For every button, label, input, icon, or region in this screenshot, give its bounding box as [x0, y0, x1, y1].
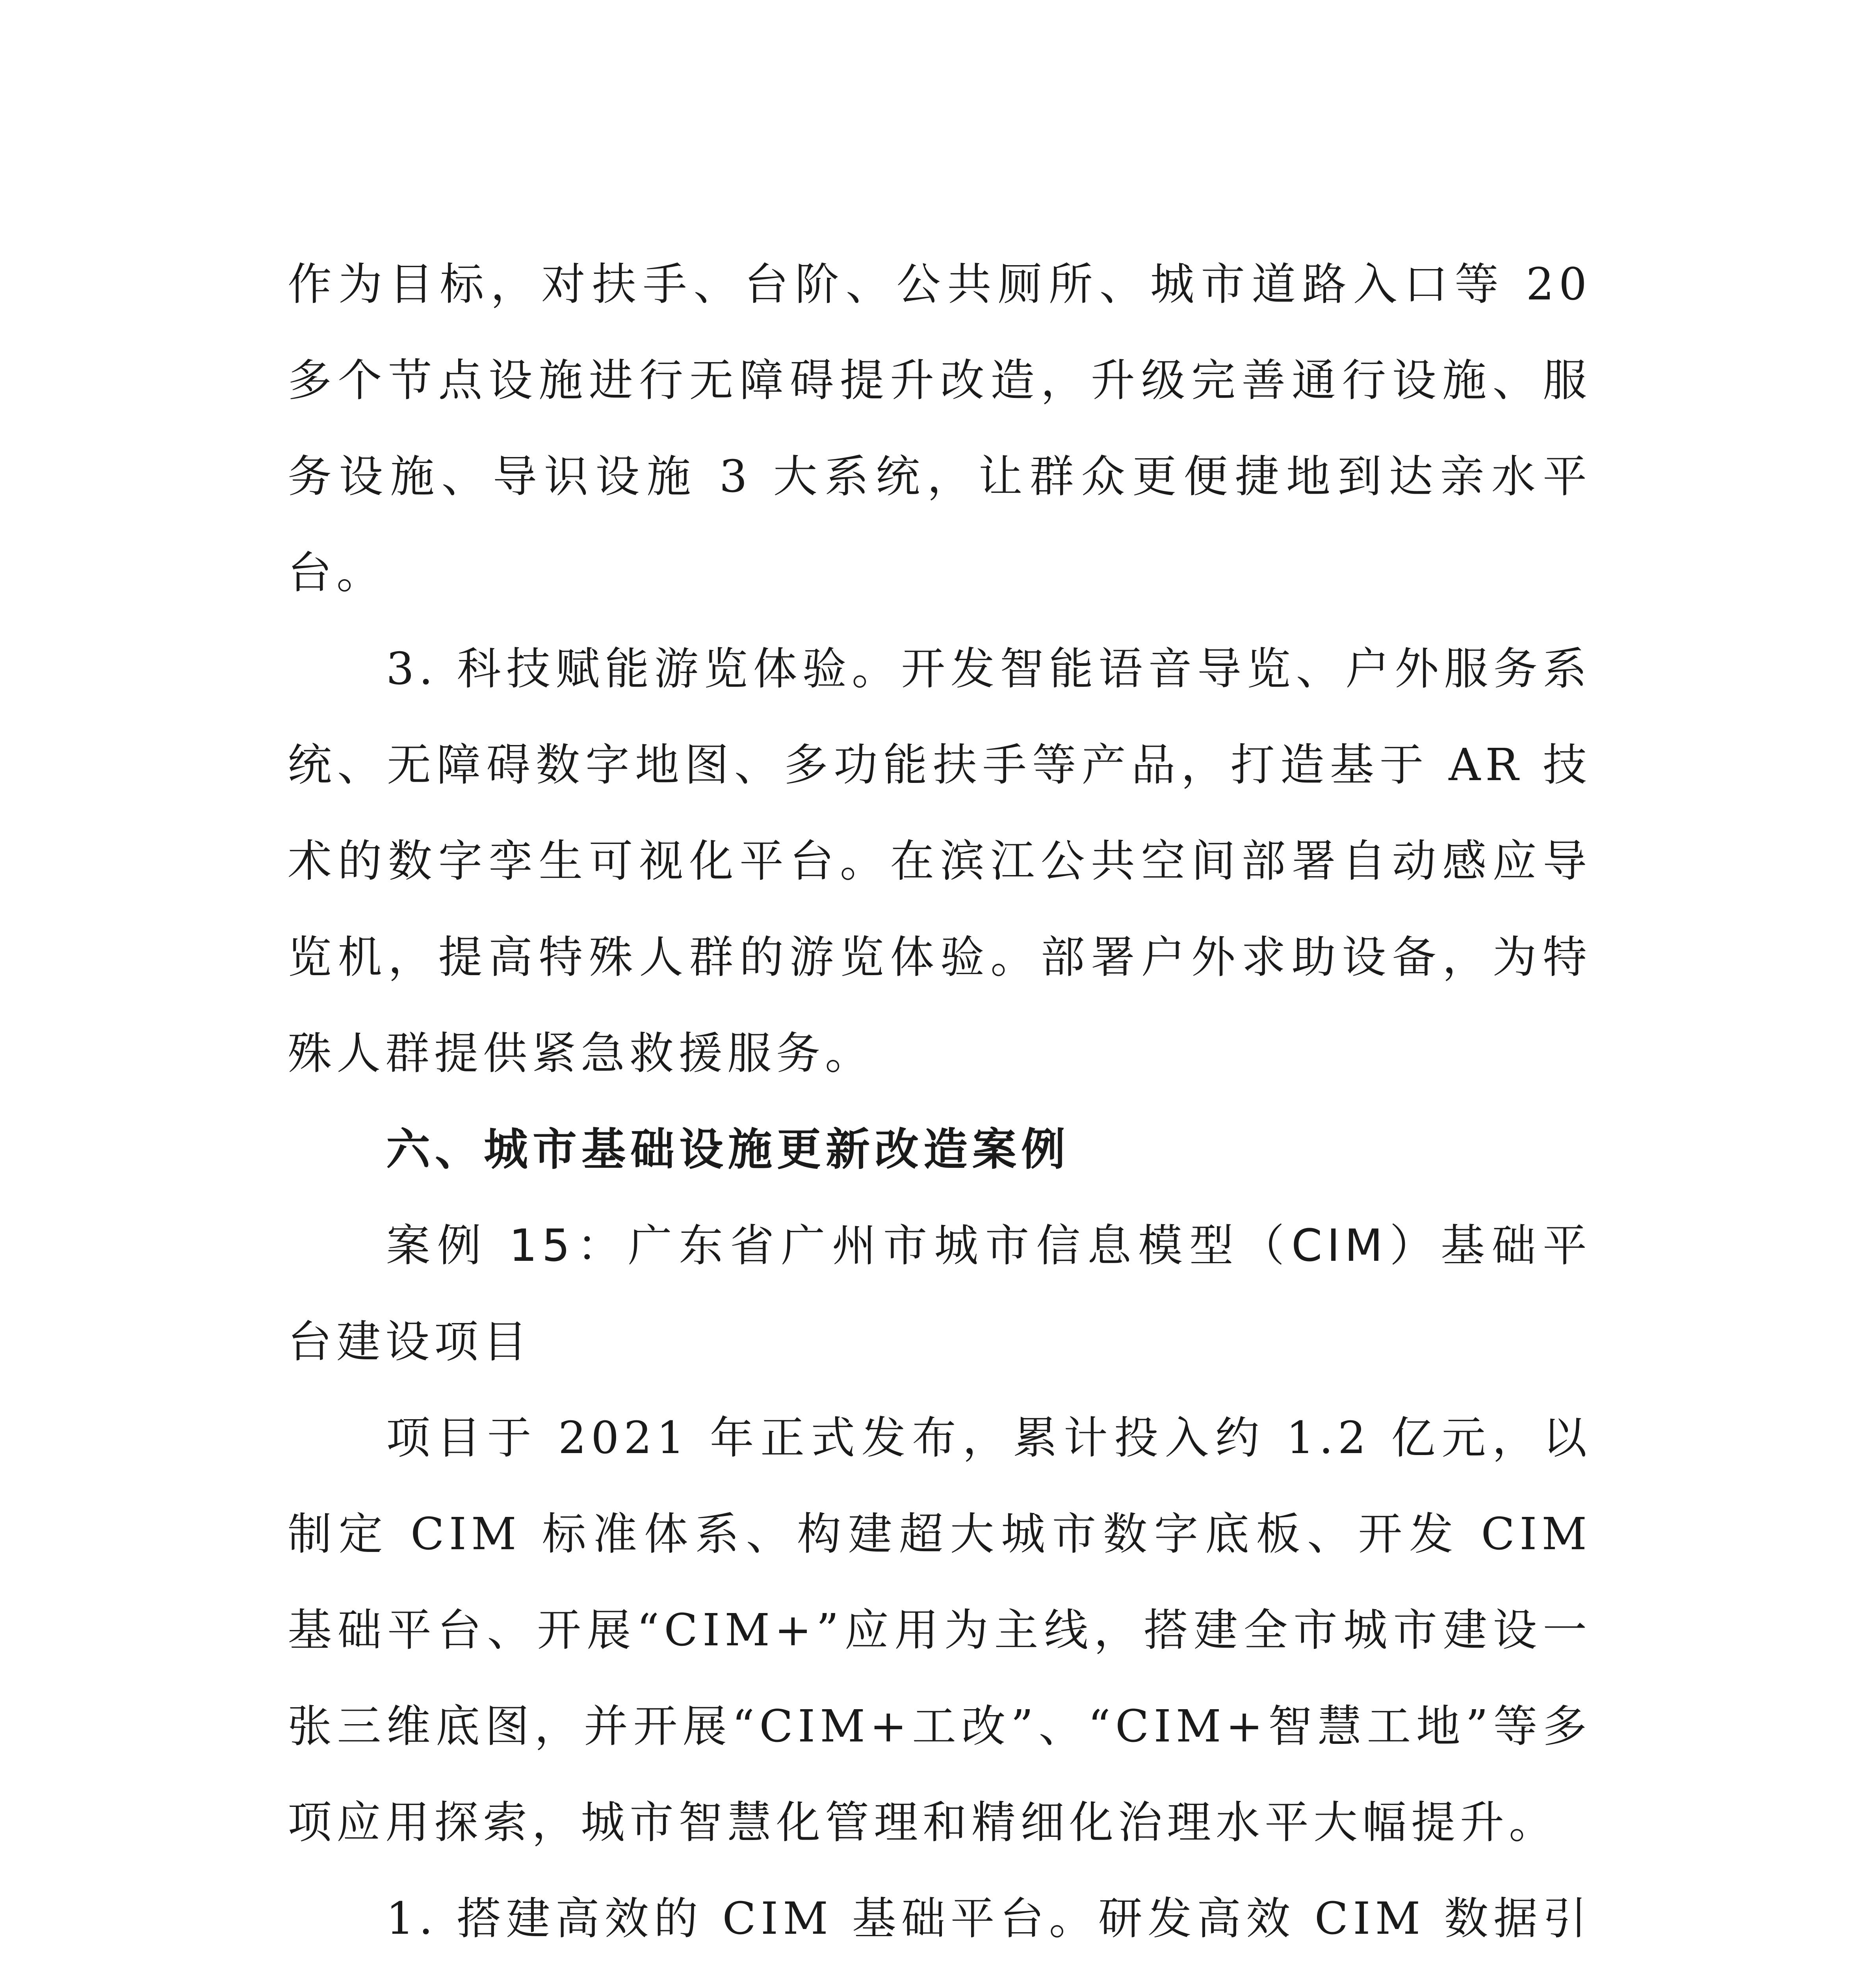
paragraph-tech-experience: 3. 科技赋能游览体验。开发智能语音导览、户外服务系统、无障碍数字地图、多功能扶手等产品，打造基于 AR 技术的数字孪生可视化平台。在滨江公共空间部署自动感应导览机，提高特殊人群的游览体验。部署户外求助设备，为特殊人群提供紧急救援服务。 — [288, 643, 1592, 1079]
paragraph-project-intro: 项目于 2021 年正式发布，累计投入约 1.2 亿元，以制定 CIM 标准体系、构建超大城市数字底板、开发 CIM 基础平台、开展“CIM+”应用为主线，搭建全市城市建设一张三维底图，并开展“CIM+工改”、“CIM+智慧工地”等多项应用探索，城市智慧化管理和精细化治理水平大幅提升。 — [288, 1412, 1592, 1848]
paragraph-cim-platform: 1. 搭建高效的 CIM 基础平台。研发高效 CIM 数据引 — [386, 1893, 1592, 1944]
section-heading: 六、城市基础设施更新改造案例 — [386, 1124, 1070, 1175]
case-title: 案例 15：广东省广州市城市信息模型（CIM）基础平台建设项目 — [288, 1220, 1592, 1368]
paragraph-continuation: 作为目标，对扶手、台阶、公共厕所、城市道路入口等 20 多个节点设施进行无障碍提升改造，升级完善通行设施、服务设施、导识设施 3 大系统，让群众更便捷地到达亲水平台。 — [288, 259, 1592, 598]
page-body — [288, 236, 1592, 1970]
